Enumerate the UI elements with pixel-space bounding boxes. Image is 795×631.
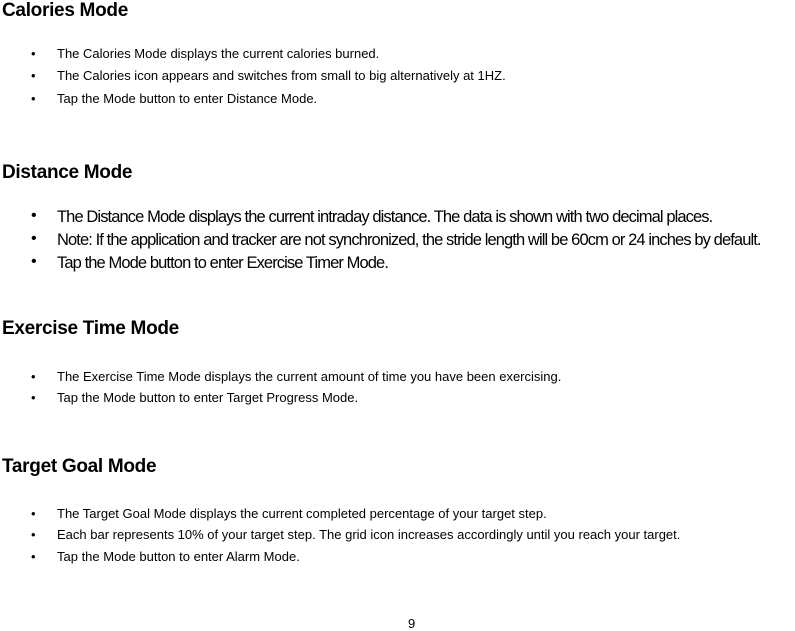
item-text: The Calories Mode displays the current calories burned. bbox=[57, 46, 380, 61]
item-text: Tap the Mode button to enter Target Progress Mode. bbox=[57, 390, 359, 405]
item-text: Tap the Mode button to enter Exercise Timer Mode. bbox=[57, 254, 389, 272]
bullet-icon: • bbox=[31, 549, 36, 564]
section-heading: Distance Mode bbox=[2, 162, 133, 183]
item-text: The Calories icon appears and switches from small to big alternatively at 1HZ. bbox=[57, 68, 506, 83]
item-text: The Distance Mode displays the current intraday distance. The data is shown with two decimal places. bbox=[57, 208, 713, 226]
page-number: 9 bbox=[408, 616, 416, 631]
bullet-icon: • bbox=[31, 46, 36, 61]
bullet-icon: • bbox=[31, 68, 36, 83]
section-heading: Target Goal Mode bbox=[2, 456, 157, 477]
section-heading: Exercise Time Mode bbox=[2, 318, 179, 339]
bullet-icon: • bbox=[31, 369, 36, 384]
item-text: The Target Goal Mode displays the current completed percentage of your target step. bbox=[57, 506, 547, 521]
bullet-icon: • bbox=[31, 390, 36, 405]
bullet-icon: • bbox=[31, 527, 36, 542]
bullet-icon: • bbox=[31, 91, 36, 106]
bullet-icon: • bbox=[31, 230, 36, 247]
bullet-icon: • bbox=[31, 506, 36, 521]
section-heading: Calories Mode bbox=[2, 0, 128, 21]
item-text: Note: If the application and tracker are not synchronized, the stride length will be 60cm or 24 inches by default. bbox=[57, 231, 761, 249]
item-text: Tap the Mode button to enter Alarm Mode. bbox=[57, 549, 300, 564]
item-text: Each bar represents 10% of your target step. The grid icon increases accordingly until you reach your target. bbox=[57, 527, 681, 542]
item-text: The Exercise Time Mode displays the current amount of time you have been exercising. bbox=[57, 369, 562, 384]
bullet-icon: • bbox=[31, 207, 36, 224]
item-text: Tap the Mode button to enter Distance Mode. bbox=[57, 91, 318, 106]
bullet-icon: • bbox=[31, 253, 36, 270]
